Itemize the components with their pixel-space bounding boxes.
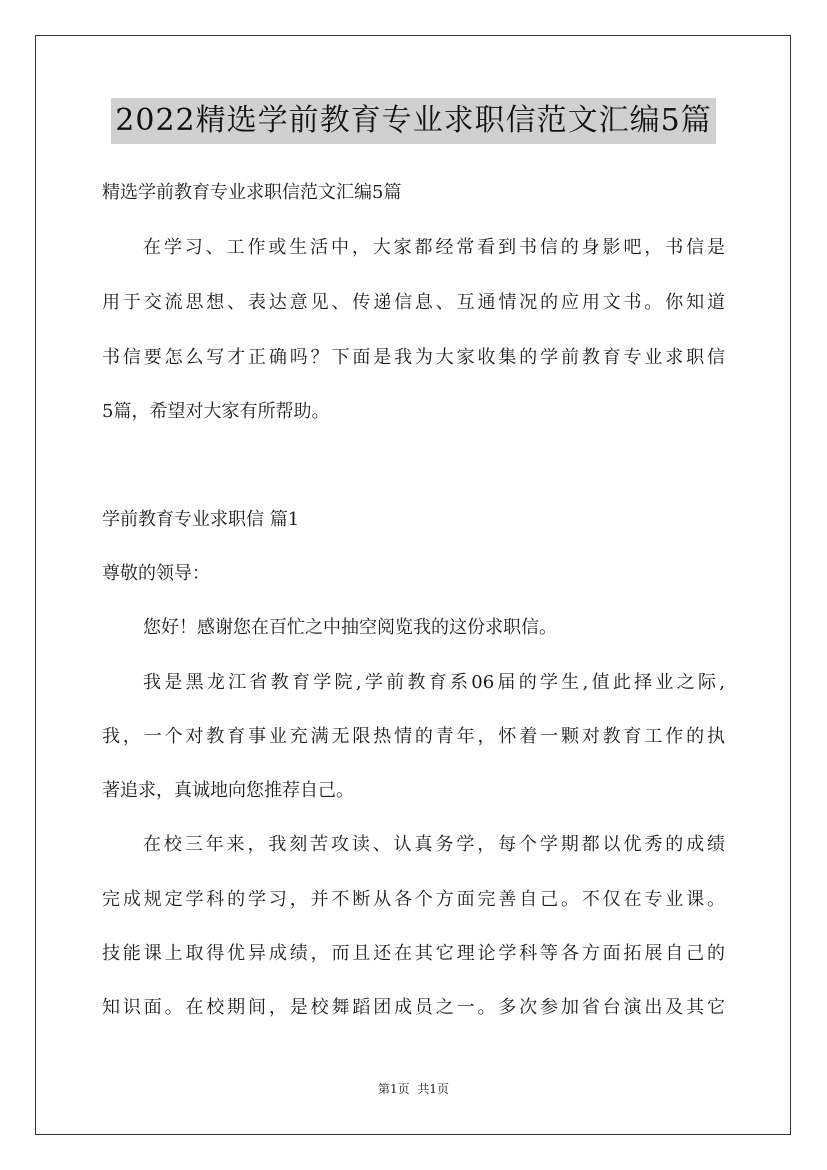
greeting: 您好！感谢您在百忙之中抽空阅览我的这份求职信。 [143,617,557,638]
total-pages: 共1页 [417,1082,450,1096]
intro-line-1: 在学习、工作或生活中，大家都经常看到书信的身影吧，书信是 [143,237,725,258]
document-title: 2022精选学前教育专业求职信范文汇编5篇 [111,98,715,144]
subtitle: 精选学前教育专业求职信范文汇编5篇 [102,182,402,203]
paragraph-2-line-2: 完成规定学科的学习，并不断从各个方面完善自己。不仅在专业课。 [102,889,725,910]
intro-line-4: 5篇，希望对大家有所帮助。 [102,401,330,422]
paragraph-2-line-4: 知识面。在校期间，是校舞蹈团成员之一。多次参加省台演出及其它 [102,997,725,1018]
page-footer [0,1081,827,1097]
page-number: 第1页 [377,1082,410,1096]
paragraph-1-line-2: 我，一个对教育事业充满无限热情的青年，怀着一颗对教育工作的执 [102,726,725,747]
paragraph-1-line-1: 我是黑龙江省教育学院,学前教育系06届的学生,值此择业之际, [143,672,725,693]
paragraph-2-line-1: 在校三年来，我刻苦攻读、认真务学，每个学期都以优秀的成绩 [143,834,725,855]
intro-line-3: 书信要怎么写才正确吗？下面是我为大家收集的学前教育专业求职信 [102,347,725,368]
paragraph-2-line-3: 技能课上取得优异成绩，而且还在其它理论学科等各方面拓展自己的 [102,943,725,964]
intro-line-2: 用于交流思想、表达意见、传递信息、互通情况的应用文书。你知道 [102,292,725,313]
salutation: 尊敬的领导： [102,563,210,584]
paragraph-1-line-3: 著追求，真诚地向您推荐自己。 [102,780,354,801]
title-container [0,98,827,144]
section-heading: 学前教育专业求职信 篇1 [102,509,300,530]
